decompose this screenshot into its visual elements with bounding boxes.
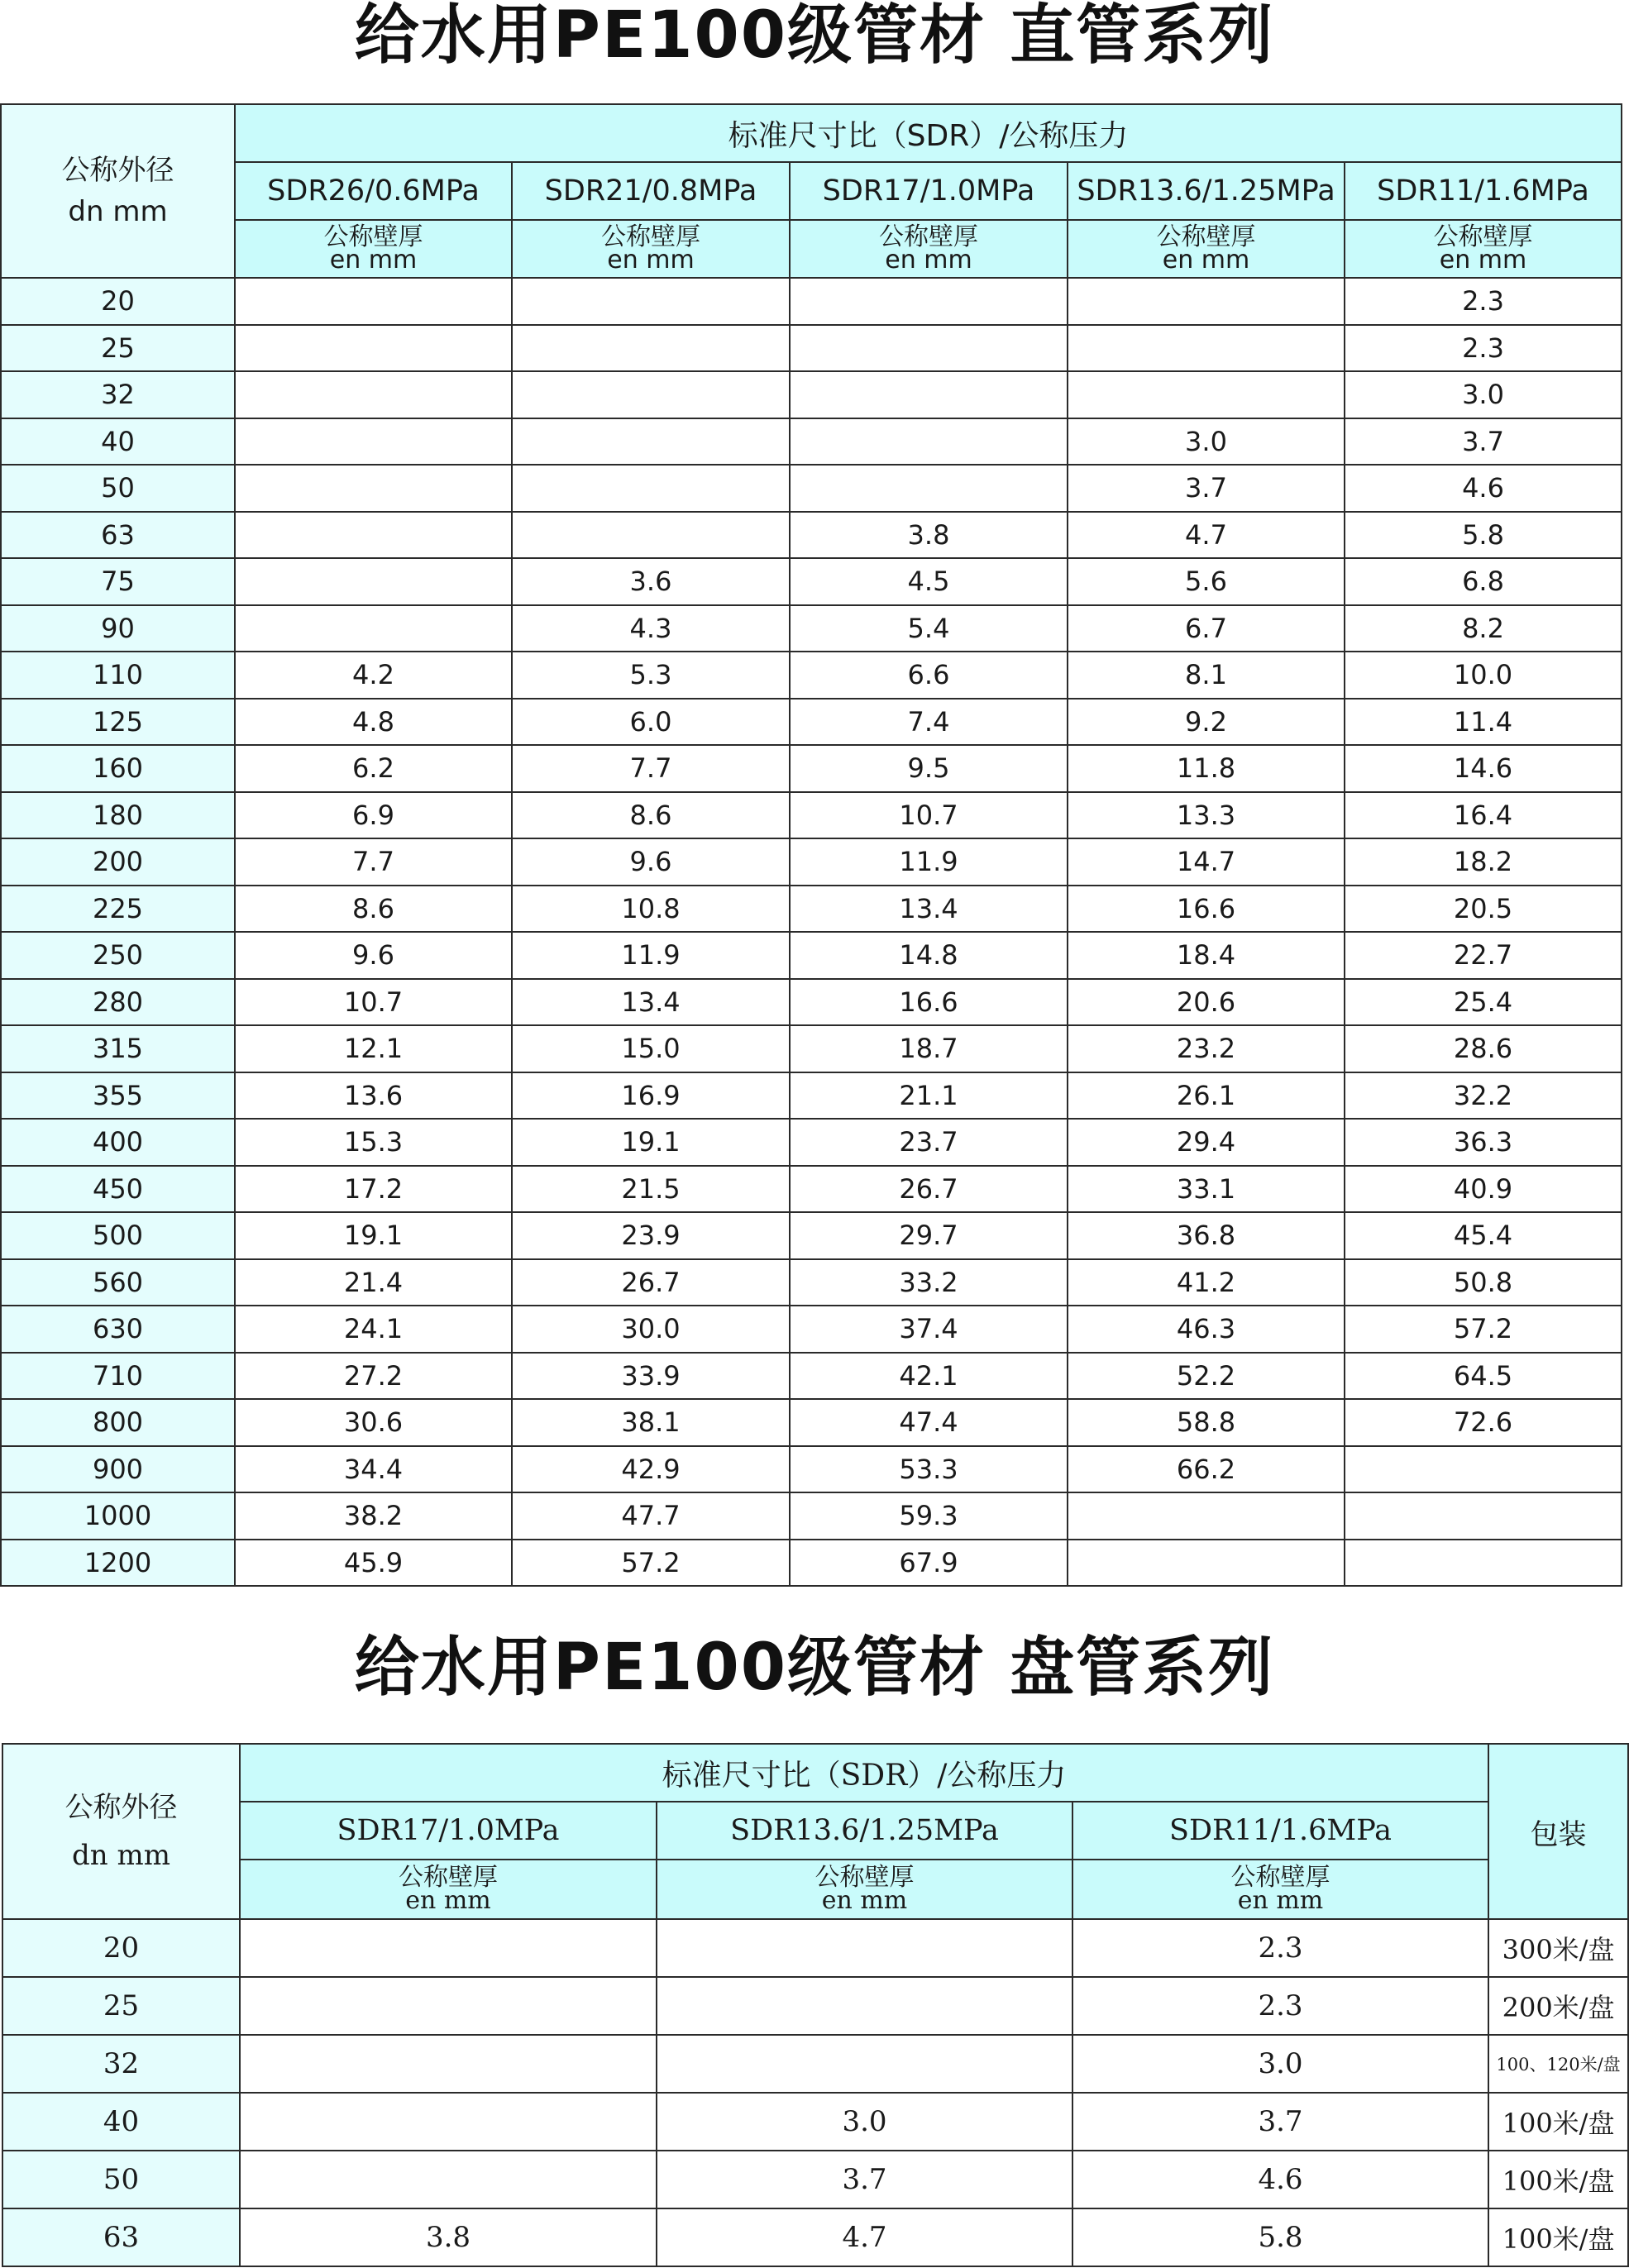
sdr-column-header: SDR21/0.8MPa: [512, 162, 790, 220]
wall-thickness-cell: 47.4: [790, 1399, 1068, 1446]
wall-thickness-cell: 8.1: [1068, 652, 1345, 699]
wall-thickness-cell: [790, 418, 1068, 466]
dn-cell: 710: [1, 1353, 235, 1400]
wall-thickness-header: [790, 220, 1068, 278]
wall-thickness-cell: 6.2: [235, 745, 512, 792]
wall-thickness-cell: 5.4: [790, 605, 1068, 652]
wall-thickness-cell: 30.0: [512, 1306, 790, 1353]
wall-thickness-cell: 2.3: [1072, 1977, 1488, 2035]
wall-thickness-cell: [657, 1977, 1072, 2035]
wall-thickness-cell: [1068, 278, 1345, 325]
wall-thickness-unit: en mm: [1439, 246, 1527, 275]
wall-thickness-cell: 11.8: [1068, 745, 1345, 792]
dn-cell: 250: [1, 932, 235, 979]
wall-thickness-unit: en mm: [607, 246, 695, 275]
wall-thickness-cell: 2.3: [1072, 1919, 1488, 1977]
dn-header-unit: dn mm: [68, 195, 168, 228]
sdr-column-header: SDR26/0.6MPa: [235, 162, 512, 220]
wall-thickness-cell: 23.9: [512, 1212, 790, 1259]
wall-thickness-cell: 50.8: [1345, 1259, 1622, 1306]
wall-thickness-cell: 20.6: [1068, 979, 1345, 1026]
dn-cell: 125: [1, 699, 235, 746]
wall-thickness-cell: 6.0: [512, 699, 790, 746]
dn-cell: 630: [1, 1306, 235, 1353]
wall-thickness-cell: 23.7: [790, 1119, 1068, 1166]
wall-thickness-label: 公称壁厚: [1156, 222, 1256, 251]
table-row: [2, 2151, 1628, 2208]
wall-thickness-cell: 13.3: [1068, 792, 1345, 839]
dn-cell: 225: [1, 886, 235, 933]
table-row: [1, 1072, 1622, 1120]
wall-thickness-cell: 11.9: [790, 838, 1068, 886]
wall-thickness-cell: 2.3: [1345, 278, 1622, 325]
wall-thickness-cell: 34.4: [235, 1446, 512, 1493]
wall-thickness-cell: 3.7: [1072, 2093, 1488, 2151]
wall-thickness-cell: 9.6: [512, 838, 790, 886]
dn-cell: 63: [1, 512, 235, 559]
wall-thickness-cell: 6.8: [1345, 558, 1622, 605]
wall-thickness-cell: 21.4: [235, 1259, 512, 1306]
wall-thickness-cell: 27.2: [235, 1353, 512, 1400]
wall-thickness-cell: 15.0: [512, 1025, 790, 1072]
wall-thickness-label: 公称壁厚: [1433, 222, 1533, 251]
wall-thickness-cell: [1068, 371, 1345, 418]
wall-thickness-cell: 18.4: [1068, 932, 1345, 979]
table-row: [1, 652, 1622, 699]
table-row: [1, 1306, 1622, 1353]
wall-thickness-cell: [512, 371, 790, 418]
wall-thickness-cell: 14.7: [1068, 838, 1345, 886]
wall-thickness-cell: [512, 418, 790, 466]
wall-thickness-header: [240, 1860, 657, 1919]
wall-thickness-cell: 4.7: [657, 2208, 1072, 2266]
table-row: [1, 1446, 1622, 1493]
dn-cell: 32: [1, 371, 235, 418]
wall-thickness-unit: en mm: [885, 246, 972, 275]
table-row: [2, 2093, 1628, 2151]
wall-thickness-cell: 38.2: [235, 1492, 512, 1540]
wall-thickness-cell: 14.6: [1345, 745, 1622, 792]
wall-thickness-cell: 18.7: [790, 1025, 1068, 1072]
packing-cell: 300米/盘: [1488, 1919, 1628, 1977]
wall-thickness-cell: 57.2: [1345, 1306, 1622, 1353]
table-row: [1, 838, 1622, 886]
dn-cell: 50: [1, 465, 235, 512]
wall-thickness-unit: en mm: [1162, 246, 1250, 275]
wall-thickness-cell: 67.9: [790, 1540, 1068, 1587]
wall-thickness-cell: 5.6: [1068, 558, 1345, 605]
wall-thickness-cell: 16.9: [512, 1072, 790, 1120]
wall-thickness-cell: 5.8: [1072, 2208, 1488, 2266]
wall-thickness-cell: 38.1: [512, 1399, 790, 1446]
wall-thickness-unit: en mm: [329, 246, 418, 275]
wall-thickness-cell: 40.9: [1345, 1166, 1622, 1213]
wall-thickness-cell: [790, 371, 1068, 418]
sdr-column-header: SDR13.6/1.25MPa: [1068, 162, 1345, 220]
dn-cell: 40: [2, 2093, 240, 2151]
table-row: [1, 512, 1622, 559]
wall-thickness-cell: 72.6: [1345, 1399, 1622, 1446]
wall-thickness-cell: [240, 1977, 657, 2035]
wall-thickness-cell: 57.2: [512, 1540, 790, 1587]
wall-thickness-cell: 64.5: [1345, 1353, 1622, 1400]
dn-cell: 90: [1, 605, 235, 652]
wall-thickness-cell: 4.5: [790, 558, 1068, 605]
wall-thickness-cell: 29.7: [790, 1212, 1068, 1259]
wall-thickness-cell: 15.3: [235, 1119, 512, 1166]
wall-thickness-cell: [235, 371, 512, 418]
wall-thickness-cell: 6.7: [1068, 605, 1345, 652]
wall-thickness-cell: 16.6: [790, 979, 1068, 1026]
wall-thickness-header: [235, 220, 512, 278]
wall-thickness-cell: 36.3: [1345, 1119, 1622, 1166]
coil-pipe-title: 给水用PE100级管材 盘管系列: [354, 1631, 1275, 1705]
wall-thickness-cell: 5.8: [1345, 512, 1622, 559]
wall-thickness-cell: 13.4: [790, 886, 1068, 933]
wall-thickness-cell: [240, 1919, 657, 1977]
wall-thickness-cell: 52.2: [1068, 1353, 1345, 1400]
dn-cell: 280: [1, 979, 235, 1026]
wall-thickness-cell: 41.2: [1068, 1259, 1345, 1306]
wall-thickness-cell: [235, 558, 512, 605]
wall-thickness-cell: 26.1: [1068, 1072, 1345, 1120]
wall-thickness-cell: [235, 512, 512, 559]
dn-cell: 1000: [1, 1492, 235, 1540]
wall-thickness-cell: 19.1: [512, 1119, 790, 1166]
dn-cell: 160: [1, 745, 235, 792]
dn-cell: 50: [2, 2151, 240, 2208]
dn-cell: 200: [1, 838, 235, 886]
packing-cell: 100米/盘: [1488, 2093, 1628, 2151]
wall-thickness-cell: 22.7: [1345, 932, 1622, 979]
dn-cell: 40: [1, 418, 235, 466]
wall-thickness-header: [512, 220, 790, 278]
wall-thickness-cell: 42.9: [512, 1446, 790, 1493]
wall-thickness-cell: [512, 465, 790, 512]
wall-thickness-cell: 13.6: [235, 1072, 512, 1120]
wall-thickness-cell: 9.5: [790, 745, 1068, 792]
packing-cell: 100米/盘: [1488, 2151, 1628, 2208]
wall-thickness-cell: 21.1: [790, 1072, 1068, 1120]
straight-pipe-title: 给水用PE100级管材 直管系列: [354, 0, 1275, 73]
wall-thickness-cell: 16.6: [1068, 886, 1345, 933]
table-row: [1, 465, 1622, 512]
wall-thickness-cell: 6.6: [790, 652, 1068, 699]
wall-thickness-cell: 10.0: [1345, 652, 1622, 699]
dn-cell: 75: [1, 558, 235, 605]
wall-thickness-cell: [512, 325, 790, 372]
wall-thickness-cell: 7.7: [512, 745, 790, 792]
wall-thickness-cell: 13.4: [512, 979, 790, 1026]
sdr-group-header: 标准尺寸比（SDR）/公称压力: [235, 104, 1622, 162]
wall-thickness-cell: [657, 2035, 1072, 2093]
wall-thickness-cell: 3.7: [1068, 465, 1345, 512]
table-row: [1, 278, 1622, 325]
wall-thickness-cell: [790, 465, 1068, 512]
wall-thickness-label: 公称壁厚: [1230, 1863, 1330, 1892]
wall-thickness-cell: 28.6: [1345, 1025, 1622, 1072]
dn-cell: 180: [1, 792, 235, 839]
wall-thickness-cell: 29.4: [1068, 1119, 1345, 1166]
wall-thickness-cell: 4.3: [512, 605, 790, 652]
wall-thickness-cell: 59.3: [790, 1492, 1068, 1540]
wall-thickness-label: 公称壁厚: [399, 1863, 498, 1892]
wall-thickness-cell: 4.2: [235, 652, 512, 699]
table-row: [1, 699, 1622, 746]
wall-thickness-cell: [657, 1919, 1072, 1977]
wall-thickness-label: 公称壁厚: [814, 1863, 915, 1892]
wall-thickness-header: [1345, 220, 1622, 278]
table-row: [2, 2208, 1628, 2266]
sdr-group-header: 标准尺寸比（SDR）/公称压力: [240, 1744, 1488, 1802]
wall-thickness-cell: 45.4: [1345, 1212, 1622, 1259]
table-row: [1, 1025, 1622, 1072]
wall-thickness-cell: [1068, 1540, 1345, 1587]
dn-cell: 450: [1, 1166, 235, 1213]
wall-thickness-cell: [235, 278, 512, 325]
wall-thickness-cell: 10.7: [790, 792, 1068, 839]
wall-thickness-cell: 58.8: [1068, 1399, 1345, 1446]
wall-thickness-cell: 3.0: [1345, 371, 1622, 418]
sdr-column-header: SDR17/1.0MPa: [790, 162, 1068, 220]
dn-cell: 20: [2, 1919, 240, 1977]
packing-cell: 100米/盘: [1488, 2208, 1628, 2266]
dn-cell: 25: [1, 325, 235, 372]
wall-thickness-unit: en mm: [1237, 1886, 1324, 1915]
wall-thickness-cell: 20.5: [1345, 886, 1622, 933]
wall-thickness-cell: 3.0: [1068, 418, 1345, 466]
wall-thickness-label: 公称壁厚: [323, 222, 423, 251]
wall-thickness-cell: 46.3: [1068, 1306, 1345, 1353]
table-row: [1, 1353, 1622, 1400]
table-row: [1, 792, 1622, 839]
wall-thickness-cell: 10.8: [512, 886, 790, 933]
wall-thickness-cell: [240, 2093, 657, 2151]
dn-cell: 800: [1, 1399, 235, 1446]
sdr-column-header: SDR13.6/1.25MPa: [657, 1802, 1072, 1860]
dn-header-label: 公称外径: [61, 154, 174, 187]
packing-cell: 200米/盘: [1488, 1977, 1628, 2035]
wall-thickness-cell: [790, 278, 1068, 325]
wall-thickness-cell: 9.6: [235, 932, 512, 979]
wall-thickness-cell: 25.4: [1345, 979, 1622, 1026]
wall-thickness-cell: 12.1: [235, 1025, 512, 1072]
wall-thickness-cell: 23.2: [1068, 1025, 1345, 1072]
wall-thickness-cell: 24.1: [235, 1306, 512, 1353]
wall-thickness-cell: 6.9: [235, 792, 512, 839]
table-row: [1, 1119, 1622, 1166]
wall-thickness-cell: [1345, 1540, 1622, 1587]
dn-cell: 355: [1, 1072, 235, 1120]
table-row: [1, 745, 1622, 792]
dn-cell: 315: [1, 1025, 235, 1072]
wall-thickness-cell: 4.8: [235, 699, 512, 746]
wall-thickness-cell: 21.5: [512, 1166, 790, 1213]
wall-thickness-header: [657, 1860, 1072, 1919]
wall-thickness-cell: 66.2: [1068, 1446, 1345, 1493]
wall-thickness-cell: 10.7: [235, 979, 512, 1026]
table-row: [1, 979, 1622, 1026]
dn-cell: 32: [2, 2035, 240, 2093]
wall-thickness-cell: 16.4: [1345, 792, 1622, 839]
dn-header: [1, 104, 235, 278]
table-row: [1, 418, 1622, 466]
wall-thickness-cell: 45.9: [235, 1540, 512, 1587]
wall-thickness-unit: en mm: [405, 1886, 491, 1915]
wall-thickness-cell: 3.7: [657, 2151, 1072, 2208]
wall-thickness-cell: 7.7: [235, 838, 512, 886]
wall-thickness-cell: 9.2: [1068, 699, 1345, 746]
wall-thickness-cell: 2.3: [1345, 325, 1622, 372]
dn-cell: 25: [2, 1977, 240, 2035]
straight-pipe-table: [0, 103, 1622, 1587]
wall-thickness-cell: 11.9: [512, 932, 790, 979]
dn-cell: 20: [1, 278, 235, 325]
dn-cell: 500: [1, 1212, 235, 1259]
wall-thickness-cell: 3.6: [512, 558, 790, 605]
wall-thickness-cell: 3.8: [240, 2208, 657, 2266]
wall-thickness-cell: 8.6: [235, 886, 512, 933]
table-row: [2, 1977, 1628, 2035]
table-row: [1, 605, 1622, 652]
wall-thickness-unit: en mm: [821, 1886, 908, 1915]
wall-thickness-cell: [1068, 325, 1345, 372]
wall-thickness-cell: [235, 605, 512, 652]
table-row: [1, 371, 1622, 418]
wall-thickness-cell: 8.2: [1345, 605, 1622, 652]
wall-thickness-cell: 5.3: [512, 652, 790, 699]
wall-thickness-cell: [235, 325, 512, 372]
wall-thickness-cell: [240, 2035, 657, 2093]
table-row: [1, 1212, 1622, 1259]
wall-thickness-cell: 33.9: [512, 1353, 790, 1400]
wall-thickness-header: [1072, 1860, 1488, 1919]
wall-thickness-cell: 4.6: [1345, 465, 1622, 512]
dn-cell: 1200: [1, 1540, 235, 1587]
wall-thickness-header: [1068, 220, 1345, 278]
wall-thickness-cell: 3.0: [657, 2093, 1072, 2151]
sdr-column-header: SDR11/1.6MPa: [1345, 162, 1622, 220]
table-row: [1, 558, 1622, 605]
table-row: [1, 1166, 1622, 1213]
wall-thickness-cell: 26.7: [512, 1259, 790, 1306]
dn-cell: 900: [1, 1446, 235, 1493]
packing-header: 包装: [1488, 1744, 1628, 1919]
wall-thickness-cell: 18.2: [1345, 838, 1622, 886]
dn-cell: 400: [1, 1119, 235, 1166]
table-row: [2, 2035, 1628, 2093]
table-row: [1, 325, 1622, 372]
packing-cell: 100、120米/盘: [1488, 2035, 1628, 2093]
dn-header-unit: dn mm: [72, 1839, 170, 1872]
table-row: [1, 1399, 1622, 1446]
wall-thickness-cell: [240, 2151, 657, 2208]
wall-thickness-cell: 3.7: [1345, 418, 1622, 466]
wall-thickness-cell: 17.2: [235, 1166, 512, 1213]
wall-thickness-cell: [235, 418, 512, 466]
dn-cell: 560: [1, 1259, 235, 1306]
wall-thickness-label: 公称壁厚: [601, 222, 700, 251]
wall-thickness-cell: 4.7: [1068, 512, 1345, 559]
table-row: [1, 886, 1622, 933]
table-row: [1, 1540, 1622, 1587]
wall-thickness-cell: [1345, 1492, 1622, 1540]
wall-thickness-cell: 47.7: [512, 1492, 790, 1540]
wall-thickness-cell: 32.2: [1345, 1072, 1622, 1120]
wall-thickness-cell: [512, 278, 790, 325]
wall-thickness-cell: 33.1: [1068, 1166, 1345, 1213]
wall-thickness-cell: 42.1: [790, 1353, 1068, 1400]
wall-thickness-cell: 7.4: [790, 699, 1068, 746]
table-row: [2, 1919, 1628, 1977]
table-row: [1, 1492, 1622, 1540]
wall-thickness-cell: [1068, 1492, 1345, 1540]
wall-thickness-cell: 3.8: [790, 512, 1068, 559]
wall-thickness-cell: 26.7: [790, 1166, 1068, 1213]
wall-thickness-cell: 53.3: [790, 1446, 1068, 1493]
sdr-column-header: SDR17/1.0MPa: [240, 1802, 657, 1860]
wall-thickness-cell: [790, 325, 1068, 372]
wall-thickness-cell: 3.0: [1072, 2035, 1488, 2093]
wall-thickness-cell: 8.6: [512, 792, 790, 839]
wall-thickness-cell: 19.1: [235, 1212, 512, 1259]
table-row: [1, 932, 1622, 979]
dn-cell: 63: [2, 2208, 240, 2266]
wall-thickness-cell: [512, 512, 790, 559]
dn-header-label: 公称外径: [64, 1791, 178, 1824]
wall-thickness-cell: 4.6: [1072, 2151, 1488, 2208]
wall-thickness-cell: 36.8: [1068, 1212, 1345, 1259]
wall-thickness-cell: 14.8: [790, 932, 1068, 979]
sdr-column-header: SDR11/1.6MPa: [1072, 1802, 1488, 1860]
wall-thickness-cell: 33.2: [790, 1259, 1068, 1306]
table-row: [1, 1259, 1622, 1306]
dn-cell: 110: [1, 652, 235, 699]
wall-thickness-cell: 37.4: [790, 1306, 1068, 1353]
dn-header: [2, 1744, 240, 1919]
coil-pipe-table: [2, 1743, 1629, 2267]
wall-thickness-cell: 11.4: [1345, 699, 1622, 746]
wall-thickness-label: 公称壁厚: [879, 222, 978, 251]
wall-thickness-cell: [235, 465, 512, 512]
wall-thickness-cell: 30.6: [235, 1399, 512, 1446]
wall-thickness-cell: [1345, 1446, 1622, 1493]
